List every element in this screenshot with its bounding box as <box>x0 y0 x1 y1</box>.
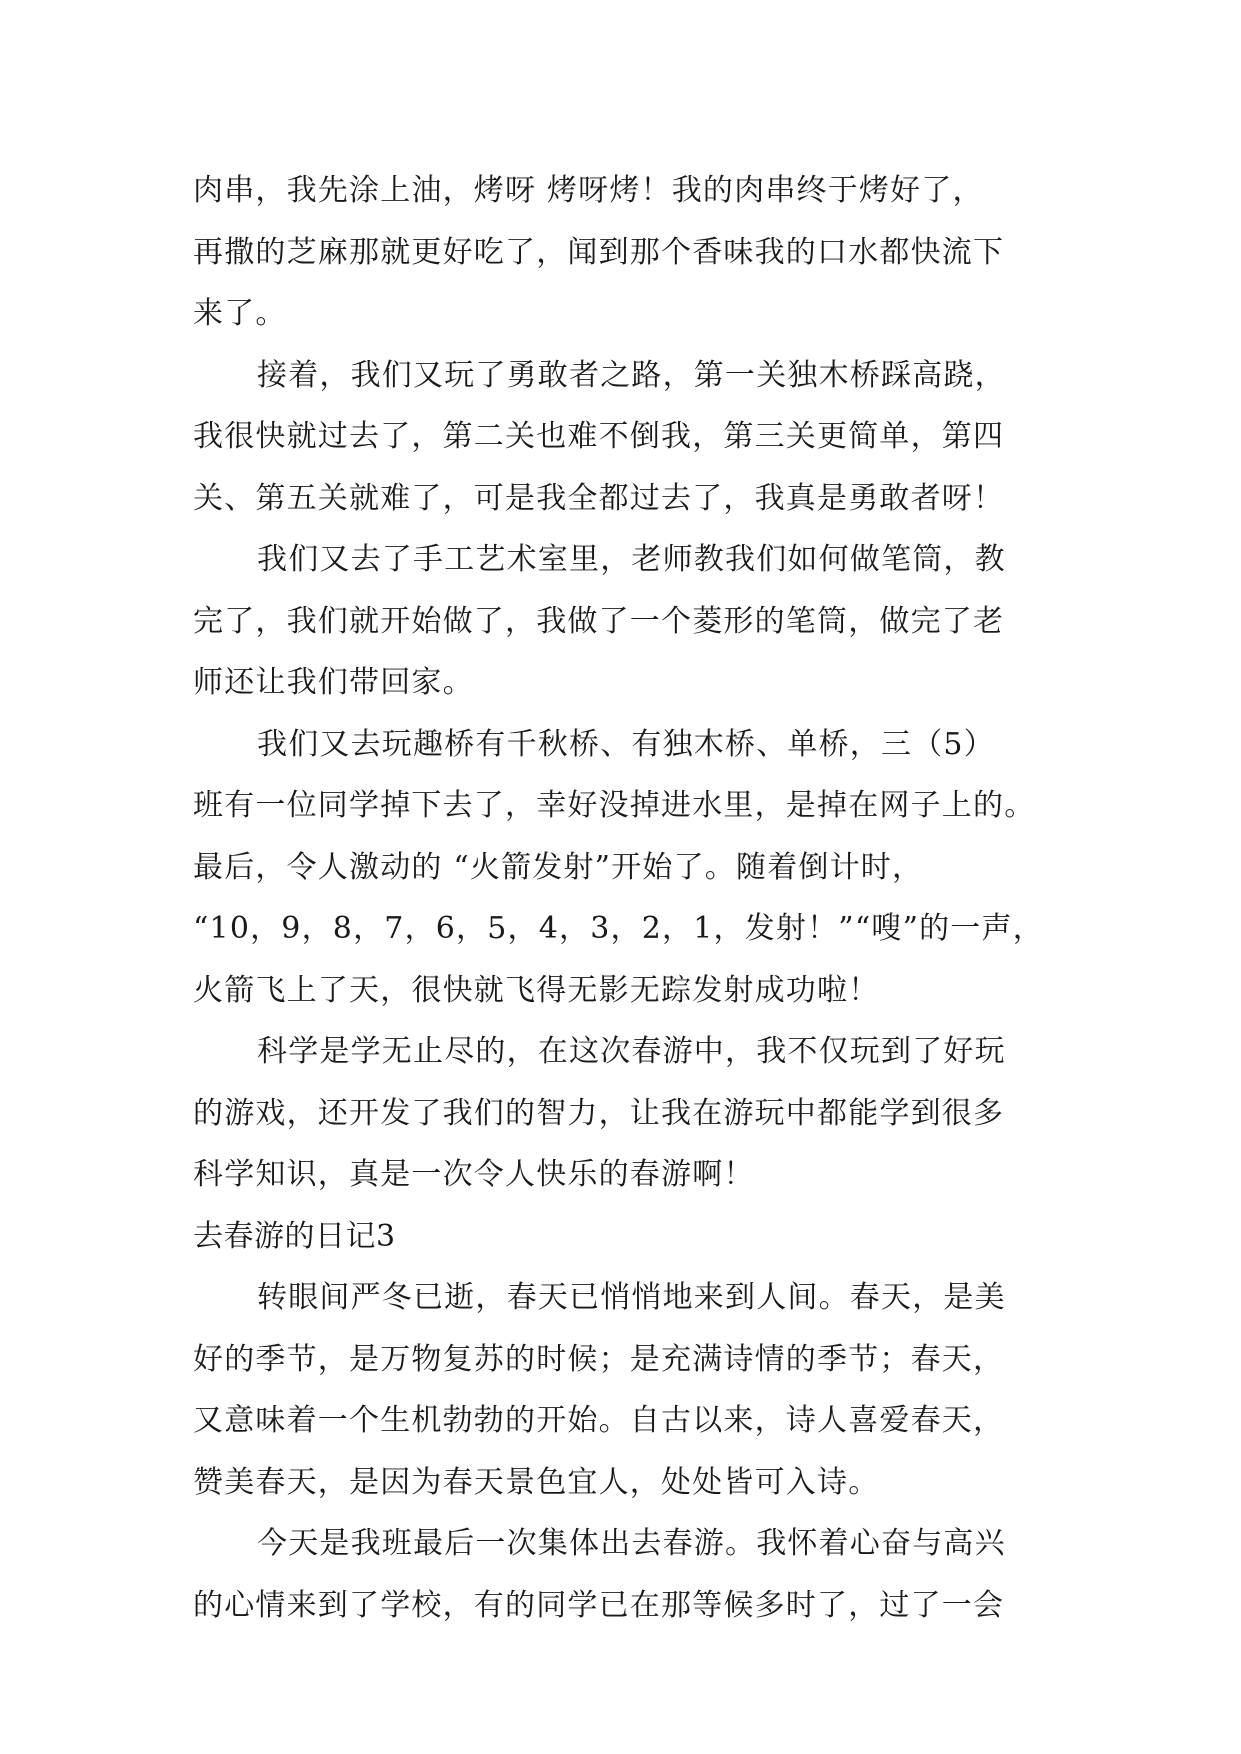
text-line: “10，9，8，7，6，5，4，3，2，1，发射！”“嗖”的一声， <box>193 911 1044 946</box>
text-line: 好的季节，是万物复苏的时候；是充满诗情的季节；春天， <box>193 1341 1005 1377</box>
text-line: 肉串，我先涂上油，烤呀 烤呀烤！我的肉串终于烤好了， <box>193 173 984 208</box>
text-line: 关、第五关就难了，可是我全都过去了，我真是勇敢者呀！ <box>193 480 1005 516</box>
text-line: 师还让我们带回家。 <box>193 665 474 700</box>
text-line: 火箭飞上了天，很快就飞得无影无踪发射成功啦！ <box>193 972 880 1008</box>
text-line: 班有一位同学掉下去了，幸好没掉进水里，是掉在网子上的。 <box>193 788 1036 823</box>
text-line: 赞美春天，是因为春天景色宜人，处处皆可入诗。 <box>193 1464 880 1500</box>
text-line: 我们又去了手工艺术室里，老师教我们如何做笔筒，教 <box>257 542 1006 577</box>
text-line: 我很快就过去了，第二关也难不倒我，第三关更简单，第四 <box>193 419 1005 454</box>
text-line: 的游戏，还开发了我们的智力，让我在游玩中都能学到很多 <box>193 1095 1005 1131</box>
document-body <box>193 160 1053 1636</box>
text-line: 再撒的芝麻那就更好吃了，闻到那个香味我的口水都快流下 <box>193 234 1005 270</box>
text-line: 又意味着一个生机勃勃的开始。自古以来，诗人喜爱春天， <box>193 1403 1005 1438</box>
text-line: 来了。 <box>193 296 287 331</box>
section-heading: 去春游的日记3 <box>193 1218 396 1254</box>
text-line: 我们又去玩趣桥有千秋桥、有独木桥、单桥，三（5） <box>257 726 995 762</box>
text-line: 科学知识，真是一次令人快乐的春游啊！ <box>193 1157 755 1192</box>
text-line: 接着，我们又玩了勇敢者之路，第一关独木桥踩高跷， <box>257 357 1006 393</box>
text-line: 转眼间严冬已逝，春天已悄悄地来到人间。春天，是美 <box>257 1280 1006 1315</box>
text-line: 完了，我们就开始做了，我做了一个菱形的笔筒，做完了老 <box>193 603 1005 639</box>
text-line: 的心情来到了学校，有的同学已在那等候多时了，过了一会 <box>193 1587 1005 1623</box>
text-line: 今天是我班最后一次集体出去春游。我怀着心奋与高兴 <box>257 1526 1006 1561</box>
text-line: 科学是学无止尽的，在这次春游中，我不仅玩到了好玩 <box>257 1034 1006 1069</box>
text-line: 最后，令人激动的 “火箭发射”开始了。随着倒计时， <box>193 849 924 885</box>
